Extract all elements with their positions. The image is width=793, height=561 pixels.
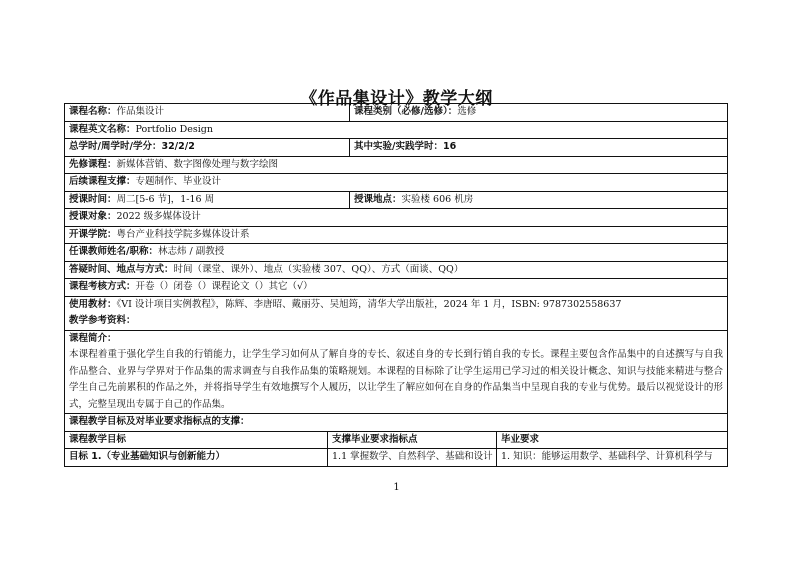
header-requirement — [497, 431, 728, 449]
lab-hours-cell — [350, 139, 728, 157]
syllabus-table — [64, 103, 728, 467]
prerequisites-label: 先修课程： — [69, 158, 117, 170]
goal-prefix: 目标 1. — [69, 451, 102, 462]
prerequisites-cell — [65, 156, 728, 174]
page-number: 1 — [393, 482, 400, 493]
teacher-value: 林志炜 / 副教授 — [157, 246, 225, 257]
header-requirement-label: 毕业要求 — [501, 433, 540, 445]
tutoring-value: 时间（课堂、课外）、地点（实验楼 307、QQ）、方式（面谈、QQ） — [173, 263, 464, 275]
textbook-label: 使用教材： — [69, 298, 117, 310]
course-type-cell — [350, 104, 728, 122]
assessment-label: 课程考核方式： — [69, 281, 136, 292]
english-name-label: 课程英文名称： — [69, 123, 136, 135]
prerequisites-value: 新媒体营销、数字图像处理与数字绘图 — [116, 158, 279, 170]
row-english-name — [65, 121, 728, 139]
schedule-value: 周二[5-6 节]，1-16 周 — [116, 193, 215, 205]
introduction-label: 课程简介： — [69, 332, 117, 344]
row-college — [65, 226, 728, 244]
introduction-text: 本课程着重于强化学生自我的行销能力，让学生学习如何从了解自身的专长、叙述自身的专长到行销自我的专长。课程主要包含作品集中的自述撰写与自我作品整合、业界与学界对于作品集的需求调查与自我作品集的策略规划。本课程的目标除了让学生运用已学习过的相关设计概念、知识与技能来精进与整合学生自己先前累积的作品之外，并将指导学生有效地撰写个人履历，以让学生了解应如何在自身的作品集当中呈现自我的专业与优势。最后以视觉设计的形式，完整呈现出专属于自己的作品集。 — [69, 349, 723, 410]
follow-up-cell — [65, 174, 728, 192]
lab-hours-value: 16 — [442, 141, 457, 152]
course-name-value: 作品集设计 — [116, 106, 165, 117]
follow-up-value: 专题制作、毕业设计 — [135, 176, 222, 187]
header-indicator-label: 支撑毕业要求指标点 — [332, 433, 418, 445]
objectives-header-row — [65, 431, 728, 449]
teacher-label: 任课教师姓名/职称： — [69, 246, 158, 257]
header-indicator — [328, 431, 497, 449]
assessment-cell — [65, 279, 728, 297]
audience-label: 授课对象： — [69, 211, 117, 222]
college-label: 开课学院： — [69, 228, 117, 240]
course-name-label: 课程名称： — [69, 106, 117, 117]
college-cell — [65, 226, 728, 244]
assessment-value: 开卷（）闭卷（）课程论文（）其它（√） — [135, 281, 313, 292]
location-cell — [350, 191, 728, 209]
row-audience — [65, 209, 728, 227]
row-objectives-heading — [65, 414, 728, 432]
row-references — [65, 313, 728, 330]
references-cell — [65, 313, 728, 330]
location-label: 授课地点： — [354, 193, 402, 205]
row-follow-up — [65, 174, 728, 192]
objectives-heading-label: 课程教学目标及对毕业要求指标点的支撑： — [69, 416, 250, 427]
references-label: 教学参考资料： — [69, 315, 136, 326]
indicator-text: 1.1 掌握数学、自然科学、基础和设计 — [332, 451, 493, 462]
tutoring-cell — [65, 261, 728, 279]
hours-label: 总学时/周学时/学分： — [69, 141, 162, 152]
schedule-label: 授课时间： — [69, 193, 117, 205]
row-hours — [65, 139, 728, 157]
hours-value: 32/2/2 — [161, 141, 195, 152]
hours-cell — [65, 139, 350, 157]
english-name-value: Portfolio Design — [135, 123, 214, 135]
indicator-cell — [328, 449, 497, 467]
requirement-text: 1. 知识：能够运用数学、基础科学、计算机科学与 — [501, 451, 713, 462]
row-assessment — [65, 279, 728, 297]
objectives-heading-cell — [65, 414, 728, 432]
objectives-row — [65, 449, 728, 467]
header-goal — [65, 431, 328, 449]
teacher-cell — [65, 244, 728, 262]
row-introduction — [65, 330, 728, 414]
course-type-label: 课程类别（必修/选修）： — [354, 106, 458, 117]
row-teacher — [65, 244, 728, 262]
schedule-cell — [65, 191, 350, 209]
goal-text: （专业基础知识与创新能力） — [101, 451, 226, 462]
audience-cell — [65, 209, 728, 227]
row-course-name — [65, 104, 728, 122]
row-tutoring — [65, 261, 728, 279]
lab-hours-label: 其中实验/实践学时： — [354, 141, 443, 152]
course-name-cell — [65, 104, 350, 122]
follow-up-label: 后续课程支撑： — [69, 176, 136, 187]
row-prerequisites — [65, 156, 728, 174]
requirement-cell — [497, 449, 728, 467]
audience-value: 2022 级多媒体设计 — [116, 211, 201, 222]
introduction-cell — [65, 330, 728, 414]
header-goal-label: 课程教学目标 — [69, 433, 127, 445]
row-schedule — [65, 191, 728, 209]
course-type-value: 选修 — [457, 106, 477, 117]
tutoring-label: 答疑时间、地点与方式： — [69, 263, 174, 275]
document-title: 《作品集设计》教学大纲 — [300, 89, 493, 109]
textbook-value: 《VI 设计项目实例教程》，陈辉、李唐昭、戴丽芬、吴旭筠，清华大学出版社，2024 年 1 月，ISBN: 9787302558637 — [116, 298, 622, 310]
location-value: 实验楼 606 机房 — [401, 193, 474, 205]
row-textbook — [65, 296, 728, 313]
goal-cell — [65, 449, 328, 467]
textbook-cell — [65, 296, 728, 313]
college-value: 粤台产业科技学院多媒体设计系 — [116, 228, 250, 240]
english-name-cell — [65, 121, 728, 139]
